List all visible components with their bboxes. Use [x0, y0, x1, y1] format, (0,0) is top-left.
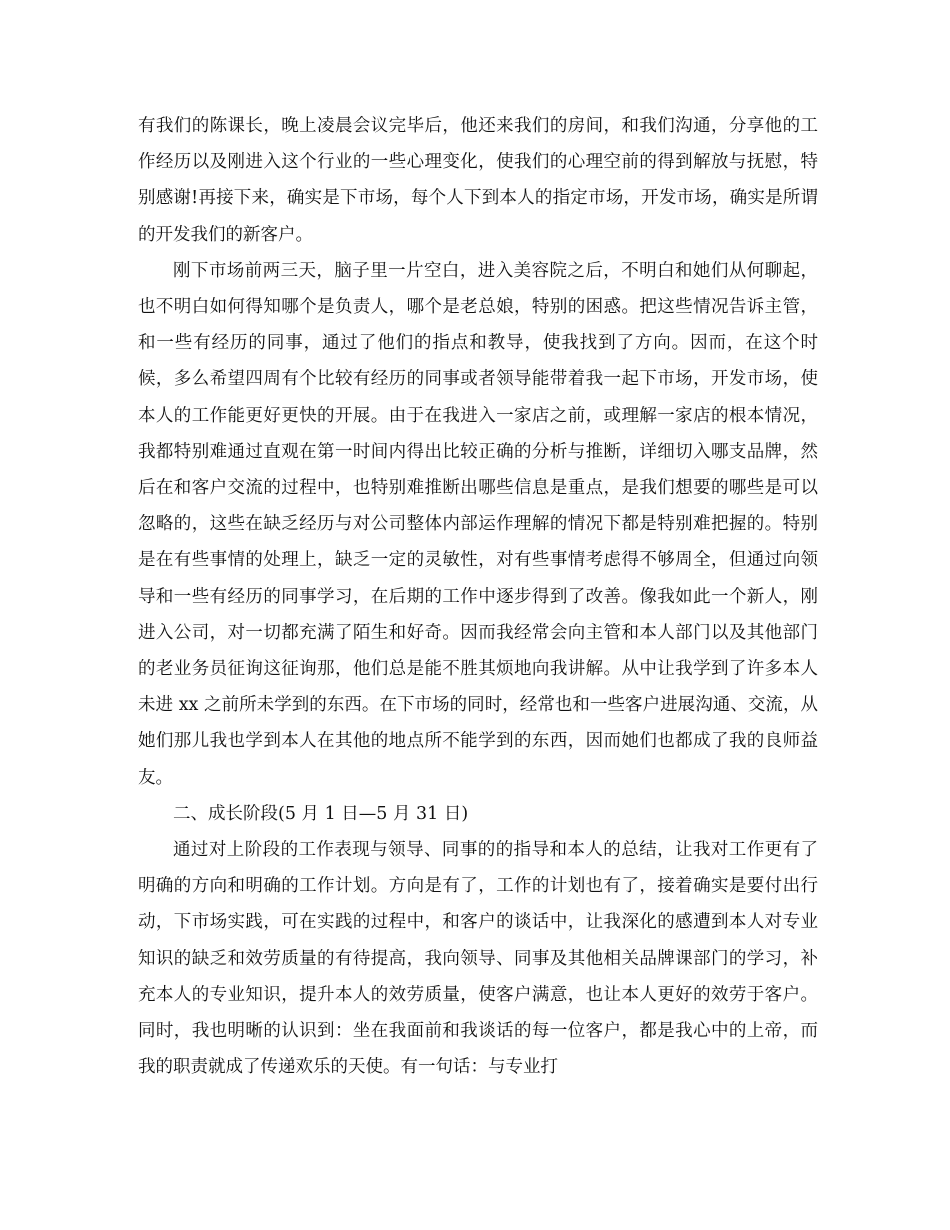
paragraph-growth-stage: 通过对上阶段的工作表现与领导、同事的的指导和本人的总结，让我对工作更有了明确的方向和明确的工作计划。方向是有了，工作的计划也有了，接着确实是要付出行动，下市场实践，可在实践的过程中，和客户的谈话中，让我深化的感遭到本人对专业知识的缺乏和效劳质量的有待提高，我向领导、同事及其他相关品牌课部门的学习，补充本人的专业知识，提升本人的效劳质量，使客户满意，也让本人更好的效劳于客户。同时，我也明晰的认识到：坐在我面前和我谈话的每一位客户，都是我心中的上帝，而我的职责就成了传递欢乐的天使。有一句话：与专业打: [138, 840, 818, 1078]
paragraph-market-start: 刚下市场前两三天，脑子里一片空白，进入美容院之后，不明白和她们从何聊起，也不明白如何得知哪个是负责人，哪个是老总娘，特别的困惑。把这些情况告诉主管，和一些有经历的同事，通过了他们的指点和教导，使我找到了方向。因而，在这个时候，多么希望四周有个比较有经历的同事或者领导能带着我一起下市场，开发市场，使本人的工作能更好更快的开展。由于在我进入一家店之前，或理解一家店的根本情况，我都特别难通过直观在第一时间内得出比较正确的分析与推断，详细切入哪支品牌，然后在和客户交流的过程中，也特别难推断出哪些信息是重点，是我们想要的哪些是可以忽略的，这些在缺乏经历与对公司整体内部运作理解的情况下都是特别难把握的。特别是在有些事情的处理上，缺乏一定的灵敏性，对有些事情考虑得不够周全，但通过向领导和一些有经历的同事学习，在后期的工作中逐步得到了改善。像我如此一个新人，刚进入公司，对一切都充满了陌生和好奇。因而我经常会向主管和本人部门以及其他部门的老业务员征询这征询那，他们总是能不胜其烦地向我讲解。从中让我学到了许多本人未进 xx 之前所未学到的东西。在下市场的同时，经常也和一些客户进展沟通、交流，从她们那儿我也学到本人在其他的地点所不能学到的东西，因而她们也都成了我的良师益友。: [138, 260, 818, 788]
section-heading-growth-stage: 二、成长阶段(5 月 1 日—5 月 31 日): [173, 803, 469, 824]
paragraph-continuation: 有我们的陈课长，晚上凌晨会议完毕后，他还来我们的房间，和我们沟通，分享他的工作经历以及刚进入这个行业的一些心理变化，使我们的心理空前的得到解放与抚慰，特别感谢!再接下来，确实是下市场，每个人下到本人的指定市场，开发市场，确实是所谓的开发我们的新客户。: [138, 116, 818, 245]
document-body: [138, 108, 818, 1085]
